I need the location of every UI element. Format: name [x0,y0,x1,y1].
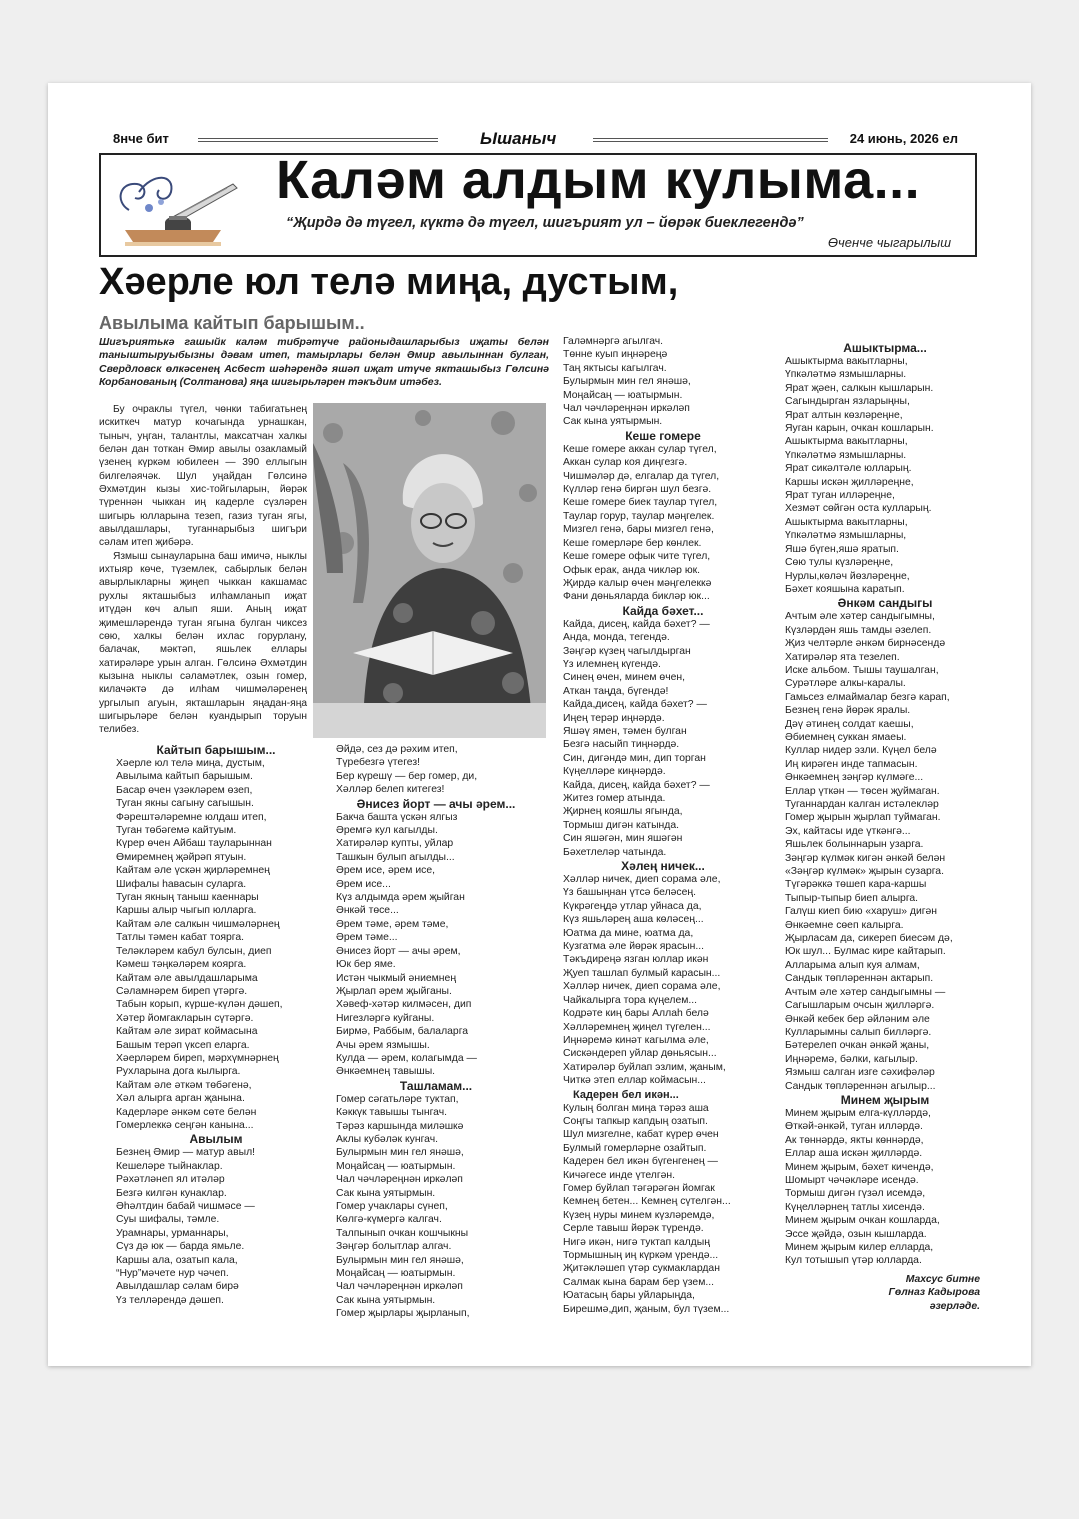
poem-line: Эссе җәйдә, озын кышларда. [785,1228,927,1240]
poem-line: Әнисез йорт — ачы әрем, [336,945,461,957]
poem-line: Үпкәләтмә язмышларны. [785,449,907,461]
poem-line: Безнең генә йөрәк яралы. [785,705,911,717]
poem-title: Авылым [189,1132,243,1147]
poem-line: Кул тотышып үтәр юлларда. [785,1255,922,1267]
poem-line: Бирешмә,дип, җаным, бул түзем... [563,1303,730,1315]
banner-quote: “Җирдә дә түгел, күктә дә түгел, шигърият ул – йөрәк биеклегендә” [286,215,804,231]
poem-line: Туган якның таныш каеннары [116,892,259,904]
poem-line: Кеше гомерләре бер көнлек. [563,537,702,549]
poem-line: Еллар аша искән җилләрдә. [785,1148,923,1160]
poem-line: Туган якны сагыну сагышын. [116,798,254,810]
poem-line: Кулларымны салып билләргә. [785,1026,932,1038]
poem-line: Ак төннәрдә, якты көннәрдә, [785,1134,924,1146]
poem-line: Бирмә, Раббым, балаларга [336,1026,469,1038]
poem-line: Алларыма алып куя алмам, [785,959,920,971]
poem-line: Минем җырым очкан кошларда, [785,1215,940,1227]
poem-line: Рәхәтләнеп ял итәләр [116,1174,225,1186]
poem-column-4 [785,341,985,1268]
poem-line: Ачтым әле хәтер сандыгымны, [785,611,935,623]
poem-line: Җырлап әрем җыйганы. [336,985,452,997]
quill-inkwell-logo-icon [109,158,249,250]
poem-line: Моңайсаң — юатырмын. [563,389,683,401]
prose-paragraph: Бу очраклы түгел, чөнки табигатьнең искиткеч матур кочагында урнашкан, тыныч, уңган, талантлы, максатчан халкы белән дан тоткан Әмир авылы озакламый үзенең күркәм юбилеен — 390 еллыгын билгеләячәк. Шул уңайдан Гөлсинә Әхмәтдин кызы хис-тойгыларын, йөрәк түреннән чыккан иң кадерле сүзләрен шигырь юлларына тезеп, газиз туган ягы, авылдашлары, туганнарыбыз шигъри сәлам итеп җибәрә. [99,404,307,549]
poem-line: Мизгел генә, бары мизгел генә, [563,524,714,536]
poem-line: Иңнәремә кинәт кагылма әле, [563,1034,709,1046]
poem-line: Җиз челтәрле әнкәм бирнәсендә [785,638,946,650]
article-subheadline: Авылыма кайтып барышым.. [99,313,365,333]
poem-title: Кайда бәхет... [622,603,704,618]
poem-line: Галүш киеп бию «харуш» дигән [785,906,938,918]
poem-line: Әйдә, сез дә рәхим итеп, [336,744,458,755]
poem-line: Әнкәй төсе... [336,905,399,917]
poem-line: Читкә этеп еллар коймасын... [563,1075,706,1087]
byline-line: Гөлназ Кадырова [888,1287,980,1299]
prose-paragraph: Язмыш сынауларына баш имичә, ныклы ихтыяр көче, түземлек, сабырлык белән авырлыкларны җиңеп чыккан какшамас рухлы якташыбыз илһамланып иҗат итүдән көч алып яши. Аның иҗат җимешләрендә туган ягына булган чиксез сөю, халкы белән ихлас горурлану, балачак, мәктәп, яшьлек еллары хатирәләре урын алган. Гөлсинә Әхмәтдин кызына ныклы сәламәтлек, озын гомер, килачәктә дә илһам чишмәләренең ургылып агуын, якташларын яңадан-яңа шигырьләре белән куандырып торуын телибез. [99,550,307,736]
poem-line: Кайда, дисең, кайда бәхет? — [563,618,710,630]
poem-line: Зәңгәр күзең чагылдырган [563,645,691,657]
poem-line: Әнкәемне сөеп калырга. [785,919,904,931]
author-photo-image [313,403,546,738]
poem-line: Булырмын мин гел янәшә, [336,1254,464,1266]
poem-line: Зәңгәр болытлар алгач. [336,1241,452,1253]
poem-line: Сүз дә юк — барда ямьле. [116,1241,245,1253]
poem-line: Син, дигәндә мин, дип торган [563,752,706,764]
poem-line: Бәхетлеләр чатында. [563,846,667,858]
poem-line: Хәлләр ничек, диеп сорама әле, [563,981,721,993]
poem-line: Хезмәт сөйгән оста кулларың. [785,503,932,515]
poem-line: Әһәлтдин бабай чишмәсе — [116,1201,255,1212]
poem-line: Еллар үткән — төсен җуймаган. [785,785,940,797]
poem-line: Күңелләре киңнәрдә. [563,766,666,778]
poem-line: Хәл алырга арган җанына. [116,1093,245,1105]
poem-line: Каршы ала, озатып кала, [116,1254,238,1266]
poem-line: Кулың болган миңа тәрәз аша [563,1102,709,1114]
poem-line: Хатирәләр купты, уйлар [336,838,454,850]
poem-line: Урамнары, урманнары, [116,1227,229,1239]
article-headline: Хәерле юл телә миңа, дустым, [99,261,679,303]
poem-line: Кайтам әле авылдашларыма [116,972,258,984]
poem-line: Башым терәп үксеп еларга. [116,1039,250,1051]
poem-line: Чайкалырга тора күңелем... [563,994,698,1006]
poem-line: Кемнең бетен... Кемнең сүтелгән... [563,1196,731,1208]
poem-line: Түгәрәккә төшеп кара-каршы [785,879,927,891]
poem-line: Кәккүк тавышы тынгач. [336,1107,448,1119]
poem-line: Кеше гомере аккан сулар түгел, [563,443,717,455]
poem-line: Эх, кайтасы иде үткәнгә... [785,825,911,837]
poem-line: Салмак кына барам бер үзем... [563,1276,715,1288]
poem-title: Минем җырым [840,1092,930,1107]
poem-line: Истән чыкмый әниемнең [336,972,457,984]
poem-line: Хатирәләр ята тезелеп. [785,651,900,663]
poem-line: Фәрештәләремне юлдаш итеп, [116,811,267,823]
poem-line: Кадерен бел икән бүгенгенең — [563,1156,718,1168]
banner-title: Каләм алдым кулыма... [276,150,921,210]
poem-line: Ярат җәен, салкын кышларын. [785,382,934,394]
poem-line: Сак кына уятырмын. [336,1187,436,1199]
poem-line: Минем җырым, бәхет кичендә, [785,1161,934,1173]
poem-line: Әрем тәме... [336,932,398,944]
poem-line: Офык ерак, анда чикләр юк. [563,564,701,576]
poem-line: Җирдә калыр өчен мәңгелеккә [563,577,712,589]
poem-line: Кеше гомере офык чите түгел, [563,551,711,563]
poem-title: Кайтып барышым... [156,743,276,757]
header-rule-left [198,138,438,142]
poem-line: Әрем тәме, әрем тәме, [336,918,449,930]
poem-line: Таулар горур, таулар мәңгелек. [563,510,715,522]
poem-column-1 [116,743,316,1307]
poem-line: Күзләрдән яшь тамды әзелеп. [785,624,932,636]
poem-line: Кешеләре тыйнаклар. [116,1160,223,1172]
poem-line: Җуеп ташлап булмый карасын... [563,967,721,979]
poem-line: Минем җырым елга-күлләрдә, [785,1107,931,1119]
poem-line: Ачтым әле хәтер сандыгымны — [785,986,946,998]
poem-line: Әрем исе... [336,878,391,890]
poem-line: Серле тавыш йөрәк түрендә. [563,1223,704,1235]
poem-line: Әрем исе, әрем исе, [336,865,435,877]
poem-line: Синең өчен, минем өчен, [563,672,686,684]
poem-line: Татлы тәмен кабат тоярга. [116,932,244,944]
newspaper-page [48,83,1031,1366]
poem-line: Хәлләремнең җиңел түгелен... [563,1021,711,1033]
poem-line: Яуган карын, очкан кошларын. [785,423,934,435]
poem-line: Хәлләр белеп китегез! [336,784,445,796]
poem-line: Җырласам да, сикереп биесәм дә, [785,933,953,945]
poem-line: Күз яшьләрең аша көләсең... [563,914,704,926]
poem-line: Күрер өчен Айбаш тауларыннан [116,838,272,850]
section-banner [99,150,977,257]
poem-line: Нурлы,көләч йөзләреңне, [785,570,910,582]
byline-line: Махсус битне [905,1274,980,1285]
poem-line: Фани дөньяларда бикләр юк... [563,591,710,603]
poem-line: Үз телләрендә дәшеп. [116,1294,224,1306]
poem-line: Шомырт чәчәкләре исендә. [785,1174,919,1186]
poem-line: Үпкәләтмә язмышларны. [785,369,907,381]
poem-line: Кайтам әле салкын чишмәләрнең [116,918,280,930]
poem-line: Җитәкләшеп үтәр сукмаклардан [563,1263,720,1275]
poem-line: Моңайсаң — юатырмын. [336,1160,456,1172]
poem-line: Күңелләрнең татлы хисендә. [785,1201,925,1213]
poem-line: Сөю тулы күзләреңне, [785,557,894,569]
poem-line: Туган төбәгемә кайтуым. [116,825,237,837]
poem-line: Тәрәз каршында миләшкә [336,1120,464,1132]
poem-line: Таң яктысы кагылгач. [563,362,667,374]
poem-line: Кадерләре әнкәм сөте белән [116,1106,257,1118]
poem-line: Безгә килгән кунаклар. [116,1187,227,1199]
poem-line: Анда, монда, тегендә. [563,632,670,644]
poem-line: Кәмеш тәңкәләрем кояргa. [116,959,247,971]
poem-line: Тормыш дигән гүзәл исемдә, [785,1188,926,1200]
poem-line: Туганнардан калган истәлекләр [785,799,939,810]
poem-line: Булырмын мин гел янәшә, [563,376,691,388]
poem-line: Күлләр генә биргән шул безгә. [563,484,712,496]
article-prose [99,403,307,737]
article-lead: Шигъриятькә гашыйк каләм тибрәтүче районыдашларыбыз иҗаты белән таныштыруыбызны дәвам итеп, тамырлары белән Әмир авылыннан булган, Свердловск өлкәсенең Асбест шәһәрендә яшәп иҗат итүче якташыбыз Гөлсинә Корбанованың (Солтанова) яңа шигырьләрен тәкъдим итәбез. [99,336,549,389]
poem-line: Кеше гомере биек таулар түгел, [563,497,718,509]
poem-line: Хәвеф-хәтәр килмәсен, дип [336,999,472,1011]
poem-line: Аккан сулар коя диңгезгә. [563,457,688,469]
poem-line: Үз илемнең күгендә. [563,658,661,670]
poem-line: Әремгә кул кагылды. [336,825,438,837]
poem-line: Галәмнәргә агылгач. [563,336,664,347]
poem-line: Күзең нуры минем күзләремдә, [563,1209,715,1221]
page-number: 8нче бит [113,131,169,146]
poem-line: Сискәндереп уйлар дөньясын... [563,1048,717,1060]
poem-line: Сак кына уятырмын. [563,416,663,428]
poem-line: Иске альбом. Тышы таушалган, [785,664,939,676]
poem-line: Кайда, дисең, кайда бәхет? — [563,779,710,791]
poem-line: Дәү әтинең солдат каешы, [785,718,914,730]
poem-line: Соңгы тапкыр капдың озатып. [563,1115,708,1127]
poem-line: Хәерле юл телә миңа, дустым, [116,758,265,769]
poem-line: Аклы кубәләк кунгач. [336,1133,438,1145]
poem-line: Үпкәләтмә язмышларны, [785,530,907,542]
poem-line: Күз алдымда әрем җыйган [336,892,465,904]
poem-line: Теләкләрем кабул булсын, диеп [116,945,272,957]
poem-line: Өмиремнең җәйрәп ятуын. [116,851,247,863]
poem-line: Кулда — әрем, колагымда — [336,1052,477,1064]
poem-line: Җирнең кояшлы ягында, [563,806,683,818]
poem-line: Тормыш дигән катында. [563,819,680,831]
poem-line: Ашыктырма вакытларны, [785,356,908,367]
poem-line: Яшәү ямен, тәмен булган [563,725,687,737]
poem-line: Чал чәчләреңнән иркәләп [336,1281,463,1293]
poem-line: Тәкъдиреңә язган юллар икән [563,954,709,966]
issue-date: 24 июнь, 2026 ел [849,131,958,146]
poem-line: Авылдашлар сәлам бирә [116,1281,239,1293]
poem-line: Басар өчен үзәкләрем өзеп, [116,784,253,796]
poem-line: Бәтерелеп очкан әнкәй җаны, [785,1040,930,1052]
poem-line: Син яшәгән, мин яшәгән [563,833,683,845]
poem-line: Талпынып очкан кошчыкны [336,1227,469,1239]
poem-line: Безгә насыйп тиңнәрдә. [563,739,680,751]
poem-line: Житез гомер атында. [563,793,666,804]
poem-line: Иңең терәр иңнәрдә. [563,712,665,724]
poem-line: Сәламнәрем биреп үтәргә. [116,985,248,997]
poem-line: Бер күрешү — бер гомер, ди, [336,770,478,782]
poem-line: “Нур”мәчете нур чәчеп. [116,1268,229,1280]
poem-line: Сагындырган язларыңны, [785,396,910,408]
poem-line: Безнең Әмир — матур авыл! [116,1147,256,1159]
poem-line: Минем җырым килер елларда, [785,1242,934,1253]
poem-line: Кайтам әле зират коймасына [116,1026,258,1038]
poem-line: Гомерлеккә сеңгән канына... [116,1119,254,1131]
poem-column-2 [336,743,536,1321]
byline-line: әзерләде. [929,1300,980,1312]
poem-line: Юк шул... Булмас кире кайтарып. [785,946,946,958]
header-rule-right [593,138,828,142]
poem-line: Суы шифалы, тәмле. [116,1214,220,1226]
poem-line: Ачы әрем язмышы. [336,1039,430,1051]
poem-line: Чал чәчләреңнән иркәләп [563,403,690,415]
poem-line: Кодрәте киң бары Аллаһ белә [563,1008,709,1020]
poem-line: Шул мизгелне, кабат күрер өчен [563,1129,719,1141]
poem-line: Шифалы һавасын суларга. [116,878,247,890]
poem-line: Кайтам әле үскән җирләремнең [116,865,270,877]
poem-line: Булырмын мин гел янәшә, [336,1147,464,1159]
poem-line: Сурәтләре алкы-каралы. [785,678,906,690]
poem-line: Яшә бүген,яшә яратып. [785,543,899,555]
poem-line: Ашыктырма вакытларны, [785,516,908,528]
poem-line: Сак кына уятырмын. [336,1294,436,1306]
poem-line: Иң кирәген инде тапмасын. [785,758,918,770]
poem-line: Гомер сәгатьләре туктап, [336,1093,459,1105]
poem-line: Өткәй-әнкәй, туган илләрдә. [785,1121,923,1133]
poem-line: Нигезләргә куйганы. [336,1012,435,1024]
poem-line: Каршы искән җилләреңне, [785,476,914,488]
poem-line: Гомер буйлап тәгәрәгән йомгак [563,1182,715,1194]
article-byline [888,1273,980,1313]
poem-line: Кайтам әле әткәм төбәгенә, [116,1079,252,1091]
poem-line: Әнкәемнең тавышы. [336,1066,436,1078]
poem-line: Хәерләрем биреп, мәрхүмнәрнең [116,1052,279,1064]
poem-line: Язмыш салган изге сәхифәләр [785,1067,935,1079]
poem-line: Юатма да мине, юатма да, [563,927,694,939]
poem-line: Иңнәремә, бәлки, кагылыр. [785,1053,918,1065]
poem-line: Зәңгәр күлмәк кигән әнкәй белән [785,852,946,864]
poem-line: Түребезгә үтегез! [336,757,420,769]
poem-line: Әнкәй кебек бер әйләним әле [785,1013,930,1025]
poem-line: Юатасың бары уйларыңда, [563,1290,695,1302]
poem-line: Ярат алтын көзләреңне, [785,409,903,421]
poem-line: Чишмәләр дә, елгалар да түгел, [563,470,720,482]
poem-line: Күкрәгеңдә утлар уйнаса да, [563,900,702,912]
poem-line: Нигә икән, нигә туктап калдың [563,1236,710,1248]
poem-title: Ашыктырма... [843,341,927,355]
poem-line: Табын корып, күрше-күлән дәшеп, [116,999,283,1011]
poem-line: Гамьсез елмаймалар безгә карап, [785,691,950,703]
poem-line: Тыпыр-тыпыр биеп алырга. [785,892,919,904]
poem-line: Бәхет кояшына каратып. [785,583,905,595]
poem-line: «Зәңгәр күлмәк» җырын сузарга. [785,866,944,878]
poem-line: Моңайсаң — юатырмын. [336,1268,456,1280]
poem-line: Ярат туган илләреңне, [785,490,895,502]
poem-title: Әнисез йорт — ачы әрем... [356,796,516,811]
poem-line: Бакча башта үскән ялгыз [336,811,458,823]
poem-line: Каршы алыр чыгып юлларга. [116,905,257,917]
poem-line: Хәтер йомгакларын сүтәргә. [116,1012,254,1024]
poem-title: Кадерен бел икән... [573,1088,679,1101]
poem-line: Гомер учаклары сүнеп, [336,1201,448,1212]
poem-line: Сагышларым очсын җилләргә. [785,1000,935,1012]
poem-line: Булмый гомерләрне озайтып. [563,1142,707,1154]
newspaper-name: Ышаныч [480,129,557,148]
poem-line: Сандык төпләреннән актарып. [785,973,934,985]
poem-line: Куллар нидер эзли. Күңел белә [785,745,937,757]
poem-line: Яшьлек болыннарын узарга. [785,839,924,851]
poem-line: Сандык төпләреннән агылыр... [785,1080,936,1092]
issue-label: Өченче чыгарылыш [827,235,951,250]
poem-line: Ташкын булып агылды... [336,851,455,863]
poem-column-3 [563,335,763,1316]
poem-line: Чал чәчләреңнән иркәләп [336,1174,463,1186]
poem-line: Ашыктырма вакытларны, [785,436,908,448]
poem-line: Гомер җырлары җырланып, [336,1308,470,1320]
poem-line: Рухларына дога кылырга. [116,1066,241,1078]
poem-line: Үз башыңнан үтсә беләсең. [563,887,697,899]
poem-line: Хәлләр ничек, диеп сорама әле, [563,874,721,886]
poem-line: Төнне куып иңнәреңә [563,349,668,361]
poem-line: Көлгә-күмергә калгач. [336,1214,442,1226]
poem-line: Әнкәемнең зәңгәр күлмәге... [785,772,924,784]
poem-title: Кеше гомере [625,428,701,443]
poem-line: Кузгатма әле йөрәк ярасын... [563,941,705,953]
poem-title: Әнкәм сандыгы [837,596,933,611]
poem-line: Аткан таңда, бүгендә! [563,685,669,697]
poem-line: Гомер җырын җырлап туймаган. [785,812,941,824]
poem-line: Кичәгесе инде үтелгән. [563,1169,676,1181]
poem-title: Ташламам... [399,1078,473,1093]
poem-line: Ярат сикәлтәле юлларың. [785,463,912,475]
poem-line: Авылыма кайтып барышым. [116,771,253,783]
author-photo [313,403,546,738]
poem-line: Кайда,дисең, кайда бәхет? — [563,699,707,711]
poem-title: Хәлең ничек... [621,859,705,874]
poem-line: Тормышның иң күркәм үрендә... [563,1250,719,1261]
poem-line: Хатирәләр буйлап эзлим, җаным, [563,1061,726,1073]
poem-line: Юк бер яме. [336,959,396,971]
poem-line: Әбиемнең суккан ямаеы. [785,731,907,743]
